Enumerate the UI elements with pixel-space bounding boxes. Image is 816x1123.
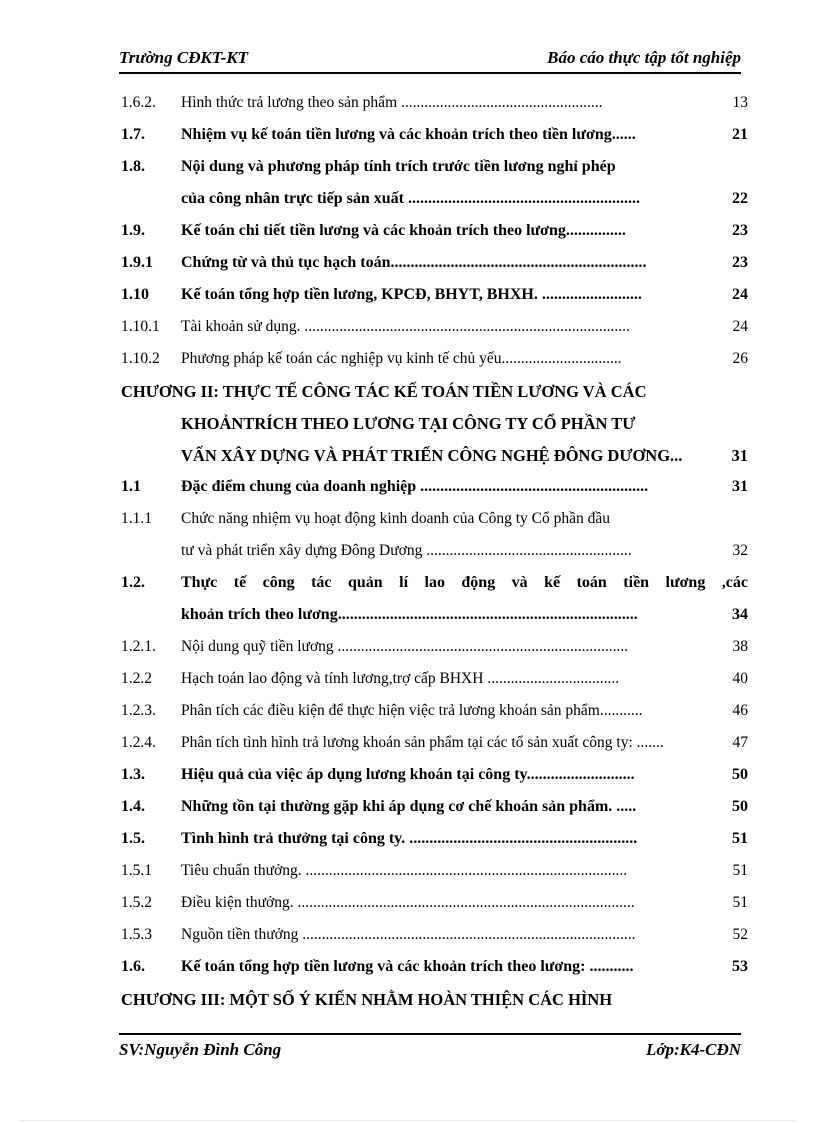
toc-number: 1.9.: [121, 222, 145, 239]
toc-entry: [121, 665, 748, 697]
toc-number: 1.3.: [121, 766, 145, 783]
toc-page: 23: [732, 254, 748, 271]
toc-page: 21: [732, 126, 748, 143]
toc-entry: [121, 473, 748, 505]
toc-page: 51: [732, 862, 748, 879]
toc-title: Kế toán tổng hợp tiền lương, KPCĐ, BHYT, BHXH. .........................: [181, 286, 642, 303]
toc-entry: [121, 313, 748, 345]
toc-title: Thực tế công tác quản lí lao động và kế toán tiền lương ,các: [181, 574, 748, 591]
toc-number: 1.2.: [121, 574, 145, 591]
chapter-line: KHOẢNTRÍCH THEO LƯƠNG TẠI CÔNG TY CỔ PHẦN TƯ: [181, 414, 636, 433]
toc-page: 26: [732, 350, 748, 367]
toc-title: Những tồn tại thường gặp khi áp dụng cơ chế khoán sản phẩm. .....: [181, 798, 637, 815]
toc-entry: [121, 153, 748, 185]
toc-title: Điều kiện thưởng. .......................................................................................: [181, 894, 635, 911]
toc-number: 1.2.4.: [121, 734, 156, 751]
toc-number: 1.1.1: [121, 510, 152, 527]
toc-number: 1.10.2: [121, 350, 160, 367]
toc-entry: [121, 633, 748, 665]
toc-entry-continued: [121, 601, 748, 633]
toc-number: 1.4.: [121, 798, 145, 815]
toc-title: Phân tích các điều kiện để thực hiện việc trả lương khoán sản phẩm...........: [181, 702, 643, 719]
toc-page: 13: [732, 94, 748, 111]
toc-page: 23: [732, 222, 748, 239]
toc-number: 1.2.2: [121, 670, 152, 687]
toc-title: Hạch toán lao động và tính lương,trợ cấp BHXH ..................................: [181, 670, 620, 687]
toc-title: Nguồn tiền thưởng ......................................................................................: [181, 926, 636, 943]
chapter-line: CHƯƠNG III: MỘT SỐ Ý KIẾN NHẰM HOÀN THIỆN CÁC HÌNH: [121, 990, 613, 1009]
toc-number: 1.10.1: [121, 318, 160, 335]
table-of-contents: [121, 89, 748, 1017]
toc-title: Chức năng nhiệm vụ hoạt động kinh doanh của Công ty Cổ phần đầu: [181, 510, 610, 527]
toc-entry: [121, 121, 748, 153]
toc-number: 1.5.3: [121, 926, 152, 943]
toc-entry: [121, 345, 748, 377]
toc-number: 1.9.1: [121, 254, 153, 271]
toc-title: Chứng từ và thủ tục hạch toán................................................................: [181, 254, 647, 271]
toc-entry: [121, 89, 748, 121]
toc-page: 51: [732, 830, 748, 847]
toc-page: 50: [732, 766, 748, 783]
toc-number: 1.5.1: [121, 862, 152, 879]
toc-entry: [121, 217, 748, 249]
chapter-line: VẤN XÂY DỰNG VÀ PHÁT TRIỂN CÔNG NGHỆ ĐÔNG DƯƠNG...: [181, 446, 683, 465]
toc-title: Nội dung quỹ tiền lương ...........................................................................: [181, 638, 629, 655]
toc-entry: [121, 697, 748, 729]
toc-title: Tình hình trả thưởng tại công ty. .........................................................: [181, 830, 638, 847]
toc-page: 51: [732, 894, 748, 911]
toc-entry: [121, 921, 748, 953]
toc-title: Kế toán chi tiết tiền lương và các khoản trích theo lương...............: [181, 222, 626, 239]
footer-student: SV:Nguyễn Đình Công: [119, 1040, 282, 1059]
toc-number: 1.1: [121, 478, 141, 495]
toc-page: 22: [732, 190, 748, 207]
toc-page: 47: [732, 734, 748, 751]
toc-entry: [121, 825, 748, 857]
toc-title: Phương pháp kế toán các nghiệp vụ kinh tế chủ yếu...............................: [181, 350, 622, 367]
toc-entry: [121, 793, 748, 825]
toc-title: Kế toán tổng hợp tiền lương và các khoản trích theo lương: ...........: [181, 958, 634, 975]
toc-page: 31: [732, 478, 748, 495]
toc-page: 50: [732, 798, 748, 815]
toc-page: 38: [732, 638, 748, 655]
toc-page: 53: [732, 958, 748, 975]
toc-title: Phân tích tình hình trả lương khoán sản phẩm tại các tổ sản xuất công ty: .......: [181, 734, 664, 751]
toc-number: 1.8.: [121, 158, 145, 175]
header-divider: [119, 72, 741, 74]
header-school: Trường CĐKT-KT: [119, 48, 249, 67]
toc-title: tư và phát triển xây dựng Đông Dương .....................................................: [181, 542, 632, 559]
toc-title: Tài khoản sử dụng. ....................................................................................: [181, 318, 630, 335]
footer-divider: [119, 1033, 741, 1035]
toc-entry: [121, 889, 748, 921]
toc-title: Đặc điểm chung của doanh nghiệp .........................................................: [181, 478, 649, 495]
toc-entry: [121, 505, 748, 537]
toc-entry: [121, 857, 748, 889]
toc-page: 32: [732, 542, 748, 559]
chapter-heading: [121, 985, 748, 1017]
toc-page: 24: [732, 318, 748, 335]
page-header: [119, 44, 741, 74]
toc-number: 1.10: [121, 286, 149, 303]
toc-number: 1.6.2.: [121, 94, 156, 111]
toc-entry: [121, 249, 748, 281]
page-footer: [119, 1038, 741, 1064]
toc-number: 1.2.1.: [121, 638, 156, 655]
page-edge-divider: [20, 1120, 796, 1121]
toc-title: Hiệu quả của việc áp dụng lương khoán tại công ty...........................: [181, 766, 635, 783]
toc-page: 52: [732, 926, 748, 943]
toc-entry: [121, 569, 748, 601]
toc-title: Nhiệm vụ kế toán tiền lương và các khoản trích theo tiền lương......: [181, 126, 636, 143]
chapter-heading: [121, 377, 748, 473]
toc-title: của công nhân trực tiếp sản xuất ..........................................................: [181, 190, 640, 207]
toc-title: Hình thức trả lương theo sản phẩm ....................................................: [181, 94, 603, 111]
toc-number: 1.2.3.: [121, 702, 156, 719]
toc-page: 34: [732, 606, 748, 623]
toc-number: 1.7.: [121, 126, 145, 143]
toc-number: 1.5.2: [121, 894, 152, 911]
toc-title: Nội dung và phương pháp tính trích trước tiền lương nghỉ phép: [181, 158, 616, 175]
toc-number: 1.6.: [121, 958, 145, 975]
header-report-title: Báo cáo thực tập tốt nghiệp: [547, 48, 741, 67]
toc-page: 40: [732, 670, 748, 687]
toc-title: Tiêu chuẩn thưởng. ...................................................................................: [181, 862, 628, 879]
toc-number: 1.5.: [121, 830, 145, 847]
toc-entry-continued: [121, 537, 748, 569]
toc-page: 31: [731, 446, 748, 465]
toc-page: 24: [732, 286, 748, 303]
footer-class: Lớp:K4-CĐN: [645, 1040, 741, 1059]
chapter-line: CHƯƠNG II: THỰC TẾ CÔNG TÁC KẾ TOÁN TIỀN LƯƠNG VÀ CÁC: [121, 382, 647, 401]
toc-page: 46: [732, 702, 748, 719]
toc-entry: [121, 281, 748, 313]
toc-entry: [121, 953, 748, 985]
toc-title: khoản trích theo lương...........................................................................: [181, 606, 638, 623]
toc-entry: [121, 729, 748, 761]
toc-entry: [121, 761, 748, 793]
toc-entry-continued: [121, 185, 748, 217]
